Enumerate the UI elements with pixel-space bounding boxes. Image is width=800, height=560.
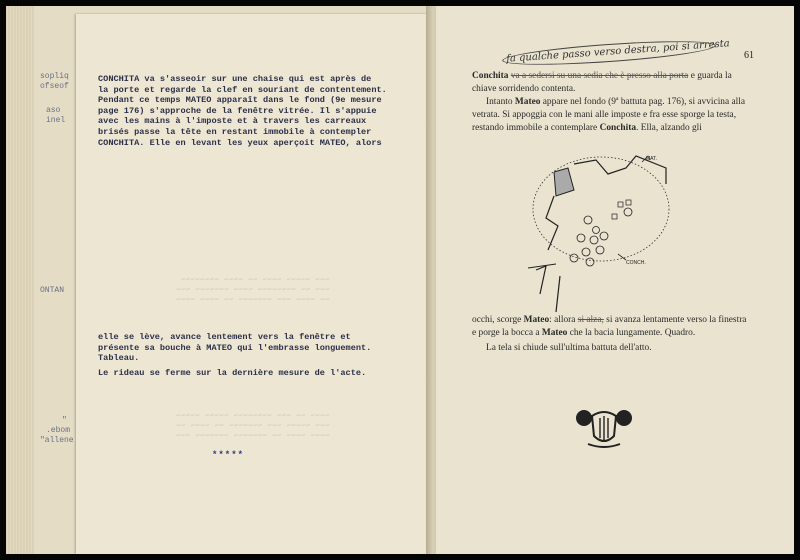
furniture-circle <box>593 227 600 234</box>
furniture-circle <box>600 232 608 240</box>
handwritten-annotation: fa qualche passo verso destra, poi si arresta <box>505 38 731 65</box>
paragraph-curtain: La tela si chiude sull'ultima battuta dell'atto. <box>486 343 652 353</box>
character-name: Mateo <box>541 328 568 338</box>
end-stars: ***** <box>212 450 245 460</box>
ornament-flower-left <box>576 410 592 426</box>
typescript-line: présente sa bouche à MATEO qui l'embrasse longuement. <box>98 342 372 353</box>
furniture-circle <box>586 258 594 266</box>
right-page <box>436 6 794 554</box>
stage-wall-line <box>556 276 560 312</box>
typescript-block-2 <box>98 332 428 364</box>
furniture-circle <box>577 234 585 242</box>
paragraph-text: che la bacia lungamente. Quadro. <box>569 328 696 338</box>
margin-bleed-text: inel <box>46 116 66 125</box>
margin-bleed-text: "allene <box>40 436 74 445</box>
typescript-sheet <box>76 14 430 554</box>
furniture-square <box>612 214 617 219</box>
furniture-circle <box>570 254 578 262</box>
typescript-line: Tableau. <box>98 353 140 364</box>
conchita-arrow <box>618 254 626 260</box>
typescript-line: CONCHITA. Elle en levant les yeux aperçoit MATEO, alors <box>98 137 382 148</box>
character-name: Conchita <box>472 71 509 81</box>
paragraph-mateo <box>472 96 752 135</box>
show-through-ghost: ~~~~ ~~ ~~~ ~~~~~~~~ ~~~~~ ~~~~~ ~~~ ~~~~~ ~~~ ~~~~~~~ ~~ ~~~~ ~~ ~~~~ ~~~~ ~~ ~~~~~~~ ~~~~~~~ ~~~ <box>176 412 330 441</box>
furniture-circle <box>582 248 590 256</box>
furniture-circle <box>596 246 604 254</box>
stage-wall-lower <box>536 266 546 294</box>
character-name: Conchita <box>599 123 637 133</box>
paragraph-text: : allora <box>549 315 576 325</box>
ornament-icon <box>574 406 634 450</box>
furniture-square <box>618 202 623 207</box>
page-edges <box>6 6 34 554</box>
stage-wall-left <box>546 196 558 250</box>
typescript-line: elle se lève, avance lentement vers la fenêtre et <box>98 332 351 342</box>
paragraph-text: e guarda la chiave sorridendo contenta. <box>472 71 732 94</box>
typescript-block-1 <box>98 74 428 148</box>
paragraph-text: occhi, scorge <box>472 315 522 325</box>
window-block <box>554 168 574 196</box>
struck-text: si alza, <box>577 315 604 325</box>
furniture-circle <box>624 208 632 216</box>
furniture-square <box>626 200 631 205</box>
paragraph-text: Intanto <box>486 97 513 107</box>
margin-bleed-text: ONTAN <box>40 286 65 295</box>
typescript-line: CONCHITA va s'asseoir sur une chaise qui est après de <box>98 74 372 84</box>
furniture-circle <box>584 216 592 224</box>
struck-text: va a sedersi su una sedia che è presso alla porta <box>510 71 689 81</box>
typescript-line: page 176) s'approche de la fenêtre vitrée. Il s'appuie <box>98 105 377 116</box>
show-through-ghost: ~~~ ~~~~~ ~~~~ ~~ ~~~~ ~~~~~~~~ ~~~ ~~ ~~~~~~~~ ~~~~ ~~~~~~~ ~~~ ~~ ~~~~ ~~~ ~~~~~~~ ~~ ~~~~ ~~~~ <box>176 276 330 305</box>
typescript-block-3: Le rideau se ferme sur la dernière mesure de l'acte. <box>98 368 367 378</box>
margin-bleed-text: " <box>62 416 67 425</box>
character-name: Mateo <box>514 97 541 107</box>
furniture-circle <box>590 236 598 244</box>
paragraph-text: si avanza lentamente verso la finestra e porge la bocca a <box>472 315 747 338</box>
typescript-line: la porte et regarde la clef en souriant de contentement. <box>98 84 387 95</box>
diagram-label-mateo: MAT. <box>646 156 658 162</box>
margin-bleed-text: .ebom <box>46 426 71 435</box>
paragraph-kiss <box>472 314 752 340</box>
ornament-flower-right <box>616 410 632 426</box>
paragraph-text: appare nel fondo (9ª battuta pag. 176), si avvicina alla vetrata. Si appoggia con le mani alle imposte e fra esse sporge la testa, restando immobile a contemplare <box>472 97 746 133</box>
typescript-line: Pendant ce temps MATEO apparaît dans le fond (9e mesure <box>98 95 382 106</box>
page-number: 61 <box>744 50 754 61</box>
stage-diagram <box>526 154 676 314</box>
margin-bleed-text: sopliq <box>40 72 69 81</box>
margin-bleed-text: ofseof <box>40 82 69 91</box>
paragraph-text: . Ella, alzando gli <box>636 123 702 133</box>
stage-dotted-path <box>533 157 669 261</box>
left-page <box>6 6 430 554</box>
typescript-line: brisés passe la tête en restant immobile à contempler <box>98 126 372 137</box>
diagram-label-conchita: CONCH. <box>626 260 646 266</box>
character-name: Mateo <box>523 315 550 325</box>
typescript-line: avec les mains à l'imposte et à travers les carreaux <box>98 116 367 127</box>
open-book <box>6 6 794 554</box>
paragraph-conchita <box>472 70 752 96</box>
margin-bleed-text: aso <box>46 106 61 115</box>
